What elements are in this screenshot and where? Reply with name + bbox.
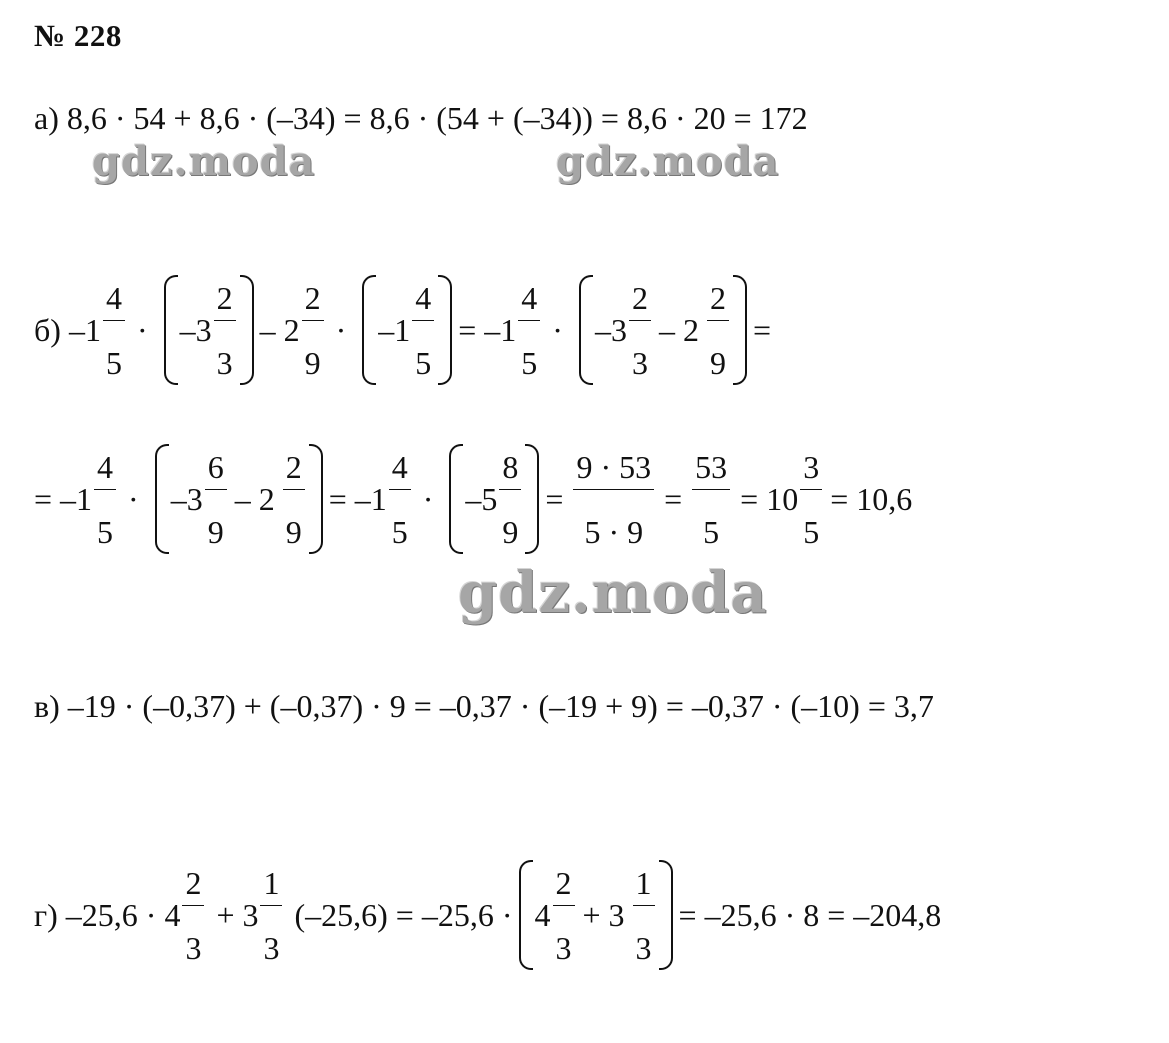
fraction: $\frac{4}{5}$ bbox=[103, 282, 125, 379]
fraction: $\frac{2}{3}$ bbox=[182, 867, 204, 964]
term: – 2 bbox=[259, 311, 300, 348]
fraction: $\frac{53}{5}$ bbox=[692, 451, 730, 548]
line-a-expression: 8,6 · 54 + 8,6 · (–34) = 8,6 · (54 + (–34)) = 8,6 · 20 = 172 bbox=[66, 100, 808, 136]
parenthesis-group: –1 $\frac{4}{5}$ bbox=[362, 275, 452, 385]
result: = 10,6 bbox=[830, 480, 913, 517]
fraction: $\frac{4}{5}$ bbox=[412, 282, 434, 379]
fraction: $\frac{4}{5}$ bbox=[94, 451, 116, 548]
term: = –1 bbox=[458, 311, 517, 348]
parenthesis-group: –3 $\frac{6}{9}$ – 2 $\frac{2}{9}$ bbox=[155, 444, 323, 554]
solution-line-g bbox=[34, 860, 941, 970]
parenthesis-group: –5 $\frac{8}{9}$ bbox=[449, 444, 539, 554]
watermark: gdz.moda bbox=[92, 138, 316, 185]
term: = bbox=[752, 311, 771, 348]
problem-number: № 228 bbox=[34, 18, 122, 53]
multiply-dot: · bbox=[552, 311, 563, 348]
parenthesis-group: –3 $\frac{2}{3}$ – 2 $\frac{2}{9}$ bbox=[579, 275, 747, 385]
term: + 3 bbox=[216, 896, 259, 933]
fraction: $\frac{2}{3}$ bbox=[553, 867, 575, 964]
term: = bbox=[545, 480, 564, 517]
fraction: $\frac{4}{5}$ bbox=[389, 451, 411, 548]
line-g-label: г) –25,6 · 4 bbox=[34, 896, 181, 933]
term: = –1 bbox=[328, 480, 387, 517]
fraction: $\frac{1}{3}$ bbox=[260, 867, 282, 964]
term: = bbox=[664, 480, 683, 517]
fraction: $\frac{4}{5}$ bbox=[518, 282, 540, 379]
fraction: $\frac{6}{9}$ bbox=[205, 451, 227, 548]
result: = –25,6 · 8 = –204,8 bbox=[678, 896, 942, 933]
line-v-expression: –19 · (–0,37) + (–0,37) · 9 = –0,37 · (–19 + 9) = –0,37 · (–10) = 3,7 bbox=[67, 688, 934, 724]
fraction: $\frac{3}{5}$ bbox=[800, 451, 822, 548]
solution-line-v bbox=[34, 688, 934, 725]
term: (–25,6) = –25,6 · bbox=[294, 896, 513, 933]
multiply-dot: · bbox=[128, 480, 139, 517]
fraction: $\frac{2}{9}$ bbox=[283, 451, 305, 548]
fraction: $\frac{2}{3}$ bbox=[214, 282, 236, 379]
term: = –1 bbox=[34, 480, 93, 517]
line-v-label: в) bbox=[34, 688, 60, 724]
fraction: $\frac{1}{3}$ bbox=[633, 867, 655, 964]
multiply-dot: · bbox=[136, 311, 148, 348]
fraction: $\frac{2}{9}$ bbox=[707, 282, 729, 379]
solution-line-a bbox=[34, 100, 808, 137]
term: = 10 bbox=[740, 480, 799, 517]
fraction: $\frac{8}{9}$ bbox=[499, 451, 521, 548]
fraction: $\frac{9 \cdot 53}{5 \cdot 9}$ bbox=[573, 451, 654, 548]
line-b1-label: б) –1 bbox=[34, 311, 101, 348]
multiply-dot: · bbox=[335, 311, 347, 348]
watermark: gdz.moda bbox=[458, 560, 768, 626]
line-a-label: а) bbox=[34, 100, 59, 136]
parenthesis-group: –3 $\frac{2}{3}$ bbox=[164, 275, 254, 385]
solution-line-b2 bbox=[34, 444, 912, 554]
parenthesis-group: 4 $\frac{2}{3}$ + 3 $\frac{1}{3}$ bbox=[519, 860, 673, 970]
fraction: $\frac{2}{9}$ bbox=[302, 282, 324, 379]
solution-line-b1 bbox=[34, 275, 771, 385]
fraction: $\frac{2}{3}$ bbox=[629, 282, 651, 379]
multiply-dot: · bbox=[422, 480, 434, 517]
watermark: gdz.moda bbox=[556, 138, 780, 185]
